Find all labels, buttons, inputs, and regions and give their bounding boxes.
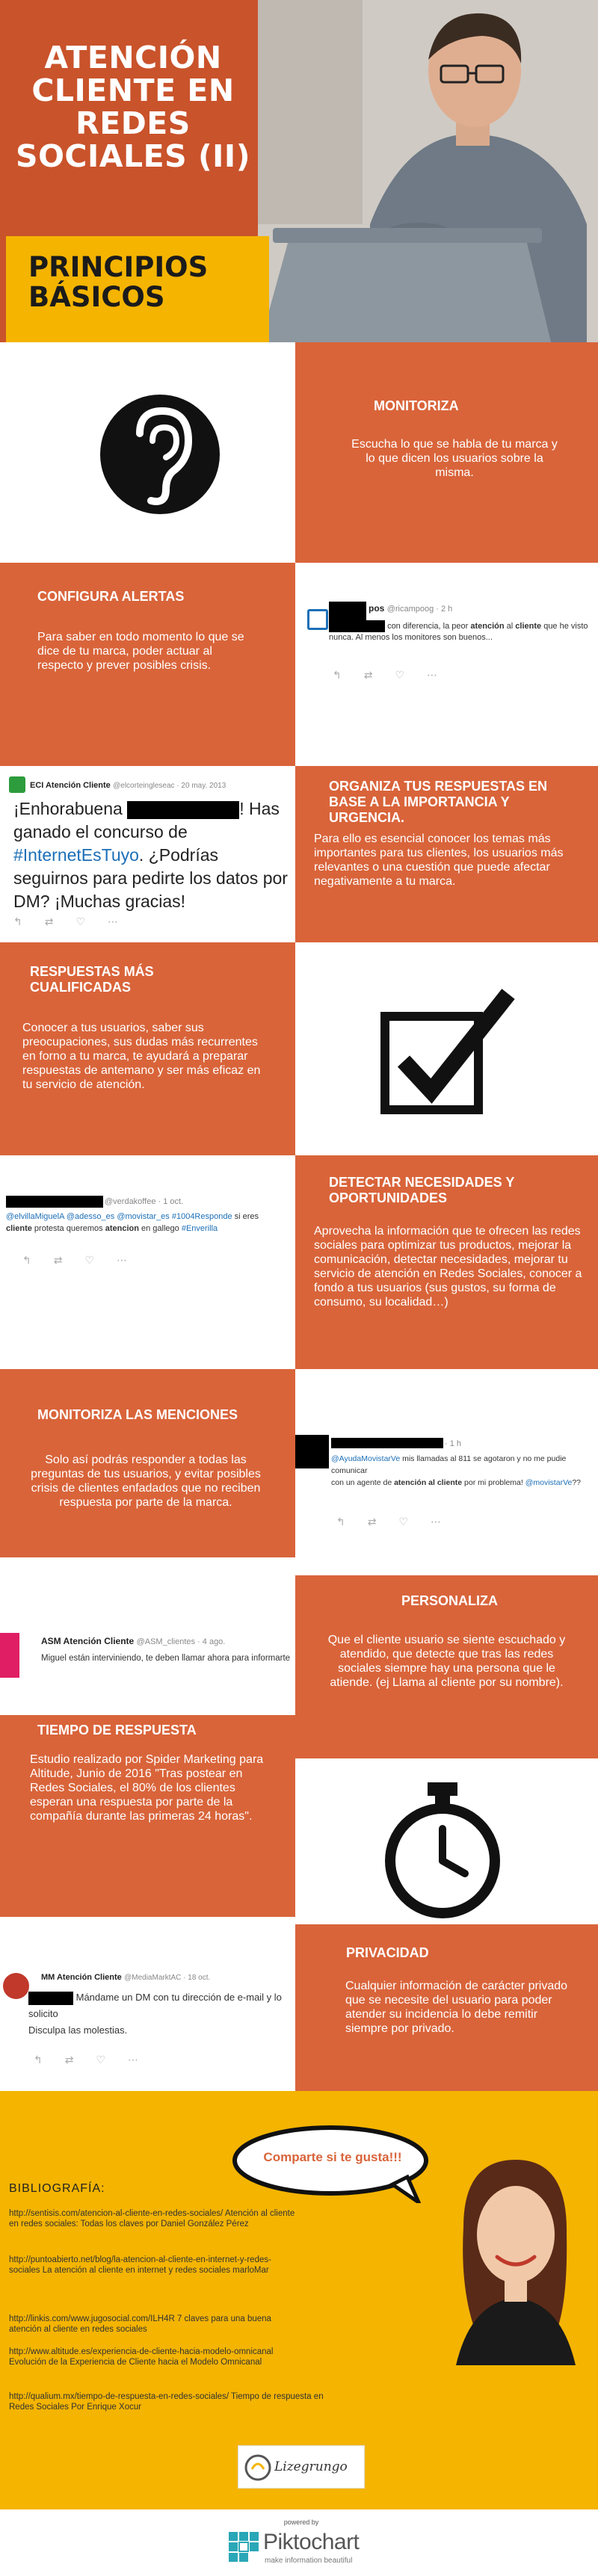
- redacted-text: [28, 1992, 73, 2005]
- tweet-2-text-a: ¡Enhorabuena: [13, 799, 123, 818]
- privacidad-heading: PRIVACIDAD: [346, 1945, 429, 1960]
- tweet-3-actions: [22, 1254, 150, 1267]
- like-icon[interactable]: ♡: [96, 2054, 129, 2066]
- configura-text: Para saber en todo momento lo que se dice de tu marca, poder actuar al respecto y prever posibles crisis.: [37, 631, 244, 672]
- retweet-icon[interactable]: ⇄: [64, 2054, 96, 2066]
- tweet-4-handle: · 1 h: [445, 1439, 462, 1448]
- personaliza-text: Que el cliente usuario se siente escuchado y atendido, que detecte que tras las redes sociales siempre hay una persona que le atiende. (ej Llama al cliente por su nombre).: [327, 1634, 566, 1689]
- tweet-3-text-3: en gallego: [138, 1224, 182, 1233]
- redacted-text: [6, 1196, 103, 1208]
- stopwatch-icon: [381, 1782, 505, 1921]
- tweet-4-mention[interactable]: @AyudaMovistarVe: [331, 1454, 401, 1463]
- avatar: [9, 776, 25, 793]
- tweet-3-hashtag-1[interactable]: #1004Responde: [171, 1212, 232, 1221]
- tiempo-heading: TIEMPO DE RESPUESTA: [37, 1723, 197, 1738]
- woman-photo: [441, 2145, 587, 2365]
- avatar: [0, 1633, 19, 1678]
- tweet-2-text-c: ganado el concurso de: [13, 822, 188, 841]
- author-logo-text: Lizegrungo: [274, 2459, 348, 2474]
- reply-icon[interactable]: ↰: [333, 669, 364, 681]
- tweet-4-mention-2[interactable]: @movistarVe: [525, 1478, 573, 1487]
- tweet-6-text-2: Disculpa las molestias.: [28, 2024, 128, 2036]
- tweet-1-text-d: nunca. Al menos los monitores son buenos...: [329, 633, 493, 642]
- tweet-3-text-end: si eres: [234, 1212, 259, 1221]
- tweet-2-text-b: ! Has: [239, 799, 280, 818]
- tweet-4-text-2: con un agente de: [331, 1478, 395, 1487]
- tweet-3-text-2: protesta queremos: [31, 1224, 105, 1233]
- bibliography-entry-2[interactable]: http://puntoabierto.net/blog/la-atencion-al-cliente-en-internet-y-redes-sociales La atención al cliente en internet y redes sociales marloMar: [9, 2255, 271, 2275]
- tweet-6-actions: [34, 2054, 161, 2066]
- more-icon[interactable]: ⋯: [128, 2054, 161, 2066]
- more-icon[interactable]: ⋯: [117, 1254, 150, 1266]
- tweet-6-handle: @MediaMarktAC · 18 oct.: [124, 1974, 211, 1982]
- avatar: [3, 1973, 29, 1999]
- more-icon[interactable]: ⋯: [427, 669, 460, 681]
- detectar-heading: DETECTAR NECESIDADES Y OPORTUNIDADES: [329, 1175, 515, 1205]
- page-title: ATENCIÓN CLIENTE EN REDES SOCIALES (II): [16, 40, 250, 174]
- tweet-5-text: Miguel están interviniendo, te deben llamar ahora para informarte: [41, 1654, 291, 1663]
- retweet-icon[interactable]: ⇄: [367, 1516, 399, 1528]
- tweet-1-bold-a: atención: [470, 621, 505, 631]
- redacted-text: [329, 620, 385, 632]
- like-icon[interactable]: ♡: [75, 915, 108, 927]
- man-at-laptop-illustration: [258, 0, 598, 351]
- tweet-card-6: [0, 1958, 295, 2085]
- tweet-4-text-3: por mi problema!: [462, 1478, 525, 1487]
- bibliography-entry-1[interactable]: http://sentisis.com/atencion-al-cliente-en-redes-sociales/ Atención al cliente en redes sociales: Todas los claves por Daniel González Pérez: [9, 2209, 295, 2228]
- tweet-3-bold-2: atencion: [105, 1224, 139, 1233]
- bibliography-title: BIBLIOGRAFÍA:: [9, 2182, 105, 2195]
- monitoriza-heading: MONITORIZA: [374, 398, 459, 413]
- bibliography-entry-3[interactable]: http://linkis.com/www.jugosocial.com/ILH4R 7 claves para una buena atención al cliente en redes sociales: [9, 2314, 271, 2334]
- reply-icon[interactable]: ↰: [34, 2054, 65, 2066]
- more-icon[interactable]: ⋯: [431, 1516, 464, 1528]
- tweet-2-text-d: . ¿Podrías seguirnos para pedirte los datos por DM? ¡Muchas gracias!: [13, 845, 288, 911]
- piktochart-tagline: make information beautiful: [265, 2557, 353, 2565]
- respuestas-heading: RESPUESTAS MÁS CUALIFICADAS: [30, 964, 154, 995]
- like-icon[interactable]: ♡: [395, 669, 428, 681]
- organiza-text: Para ello es esencial conocer los temas más importantes para tus clientes, los usuarios más relevantes o una cuestión que puede afectar negativamente a tu marca.: [314, 833, 564, 888]
- tweet-4-text-1: mis llamadas al 811 se agotaron y no me pudie comunicar: [331, 1454, 567, 1475]
- tweet-card-4: [295, 1435, 598, 1539]
- menciones-heading: MONITORIZA LAS MENCIONES: [37, 1407, 238, 1422]
- tweet-3-mention-1[interactable]: @elvillaMiguelA: [6, 1212, 64, 1221]
- tweet-3-bold: cliente: [6, 1224, 32, 1233]
- tweet-2-hashtag[interactable]: #InternetEsTuyo: [13, 845, 139, 865]
- redacted-text: [127, 801, 239, 819]
- piktochart-logo-icon[interactable]: [229, 2532, 259, 2562]
- tweet-3-handle: @verdakoffee · 1 oct.: [105, 1197, 184, 1206]
- menciones-text: Solo así podrás responder a todas las preguntas de tus usuarios, y evitar posibles crisis de clientes enfadados que no reciben respuesta por parte de la marca.: [31, 1454, 261, 1509]
- ear-icon: [99, 389, 222, 519]
- tweet-1-text-a: con diferencia, la peor: [387, 621, 471, 631]
- tweet-4-actions: [336, 1516, 463, 1528]
- tweet-3-hashtag-2[interactable]: #Enverilla: [181, 1224, 218, 1233]
- tweet-card-2: [0, 766, 295, 942]
- tweet-1-text-c: que he visto: [541, 621, 588, 631]
- header-photo: [258, 0, 598, 351]
- respuestas-text: Conocer a tus usuarios, saber sus preocupaciones, sus dudas más recurrentes en forno a tu marca, te ayudará a preparar respuestas de antemano y ser más eficaz en tu servicio de atención.: [22, 1022, 261, 1091]
- organiza-heading: ORGANIZA TUS RESPUESTAS EN BASE A LA IMPORTANCIA Y URGENCIA.: [329, 779, 548, 825]
- tweet-4-text-4: ??: [572, 1478, 582, 1487]
- tweet-1-name: pos: [369, 603, 385, 614]
- tweet-6-text-1: Mándame un DM con tu dirección de e-mail y lo solicito: [28, 1992, 282, 2019]
- tweet-1-actions: [333, 669, 460, 682]
- redacted-text: [331, 1438, 443, 1448]
- redacted-avatar: [295, 1435, 329, 1468]
- retweet-icon[interactable]: ⇄: [363, 669, 395, 681]
- like-icon[interactable]: ♡: [84, 1254, 117, 1266]
- tweet-1-bold-b: cliente: [515, 621, 542, 631]
- checkmark-icon: [377, 986, 516, 1117]
- tiempo-text: Estudio realizado por Spider Marketing para Altitude, Junio de 2016 "Tras postear en Redes Sociales, el 80% de los clientes esperan una respuesta por parte de la compañía durante las primeras 24 horas".: [30, 1753, 264, 1823]
- more-icon[interactable]: ⋯: [108, 915, 141, 927]
- author-logo: [238, 2445, 365, 2489]
- like-icon[interactable]: ♡: [398, 1516, 431, 1528]
- personaliza-heading: PERSONALIZA: [401, 1593, 499, 1608]
- avatar: [307, 609, 328, 630]
- tweet-card-5: [0, 1625, 295, 1708]
- monitoriza-text: Escucha lo que se habla de tu marca y lo que dicen los usuarios sobre la misma.: [351, 438, 558, 479]
- tweet-card-3: [0, 1188, 295, 1274]
- tweet-2-actions: [13, 915, 141, 928]
- reply-icon[interactable]: ↰: [13, 915, 45, 927]
- tweet-2-handle: @elcorteingleseac · 20 may. 2013: [113, 782, 226, 790]
- share-text[interactable]: Comparte si te gusta!!!: [263, 2150, 402, 2164]
- tweet-5-handle: @ASM_clientes · 4 ago.: [136, 1637, 226, 1646]
- tweet-card-1: [295, 587, 598, 712]
- tweet-5-name: ASM Atención Cliente: [41, 1636, 135, 1646]
- retweet-icon[interactable]: ⇄: [53, 1254, 85, 1266]
- tweet-6-name: MM Atención Cliente: [41, 1973, 122, 1982]
- reply-icon[interactable]: ↰: [22, 1254, 54, 1266]
- bibliography-entry-4[interactable]: http://www.altitude.es/experiencia-de-cliente-hacia-modelo-omnicanal Evolución de la Experiencia de Cliente hacia el Modelo Omnicanal: [9, 2347, 274, 2367]
- author-logo-icon: [243, 2453, 273, 2483]
- privacidad-text: Cualquier información de carácter privado que se necesite del usuario para poder atender su incidencia lo debe remitir siempre por privado.: [345, 1980, 568, 2035]
- configura-heading: CONFIGURA ALERTAS: [37, 589, 185, 604]
- reply-icon[interactable]: ↰: [336, 1516, 368, 1528]
- retweet-icon[interactable]: ⇄: [44, 915, 76, 927]
- bibliography-entry-5[interactable]: http://qualium.mx/tiempo-de-respuesta-en-redes-sociales/ Tiempo de respuesta en Redes Sociales Por Enrique Xocur: [9, 2392, 324, 2412]
- tweet-3-mention-2[interactable]: @adesso_es: [66, 1212, 115, 1221]
- tweet-1-text-b: al: [504, 621, 516, 631]
- powered-by-text: powered by: [283, 2518, 319, 2526]
- subtitle-accent-bar: [0, 236, 6, 342]
- detectar-text: Aprovecha la información que te ofrecen las redes sociales para optimizar tus productos, mejorar la comunicación, detectar necesidades, mejorar tu servicio de atención en Redes Sociales, conocer a fondo a tus usuarios (sus gustos, su forma de consumo, su localidad…): [314, 1225, 582, 1309]
- tweet-4-bold: atención al cliente: [394, 1478, 463, 1487]
- tweet-1-handle: @ricampoog · 2 h: [386, 605, 453, 614]
- piktochart-brand[interactable]: Piktochart: [263, 2530, 360, 2554]
- tweet-3-mention-3[interactable]: @movistar_es: [117, 1212, 170, 1221]
- tweet-2-name: ECI Atención Cliente: [30, 781, 111, 790]
- page-subtitle: PRINCIPIOS BÁSICOS: [28, 251, 209, 313]
